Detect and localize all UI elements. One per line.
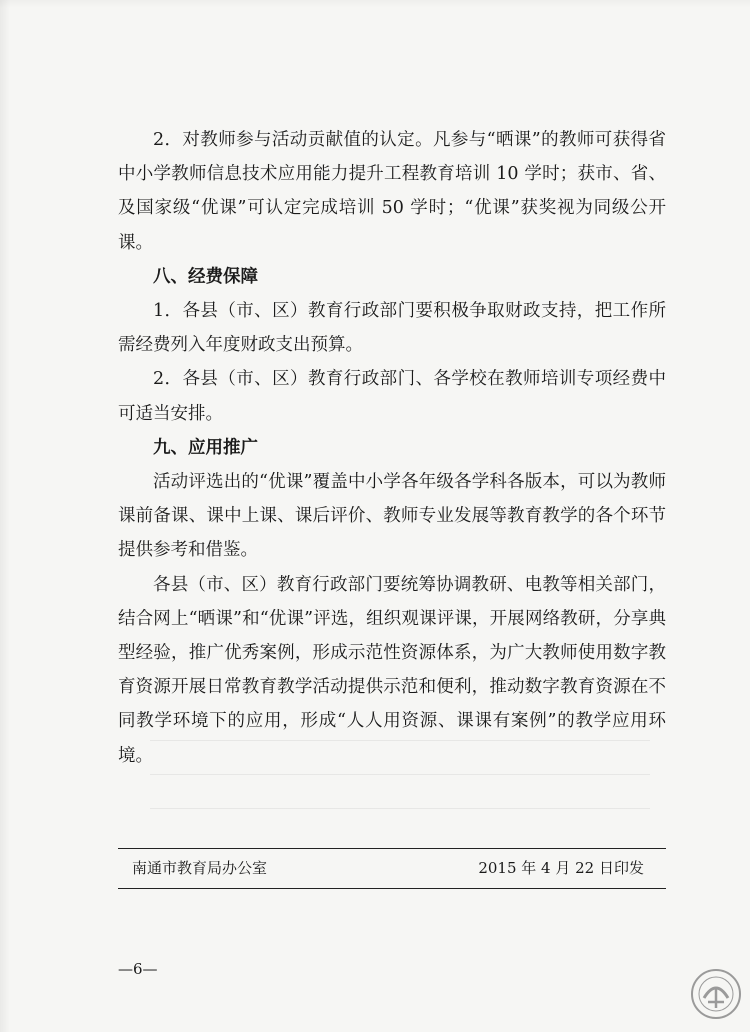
issuing-office: 南通市教育局办公室 (132, 859, 268, 877)
school-seal-icon (690, 968, 742, 1020)
paragraph-application-1: 活动评选出的“优课”覆盖中小学各年级各学科各版本，可以为教师课前备课、课中上课、课后评价、教师专业发展等教育教学的各个环节提供参考和借鉴。 (118, 472, 666, 561)
document-body (118, 123, 666, 773)
paragraph-funding-2: 2．各县（市、区）教育行政部门、各学校在教师培训专项经费中可适当安排。 (118, 369, 666, 424)
paragraph-application-2: 各县（市、区）教育行政部门要统筹协调教研、电教等相关部门，结合网上“晒课”和“优课”评选，组织观课评课，开展网络教研，分享典型经验，推广优秀案例，形成示范性资源体系，为广大教师使用数字教育资源开展日常教育教学活动提供示范和便利，推动数字教育资源在不同教学环境下的应用，形成“人人用资源、课课有案例”的教学应用环境。 (118, 574, 666, 766)
paragraph-credit-recognition: 2．对教师参与活动贡献值的认定。凡参与“晒课”的教师可获得省中小学教师信息技术应用能力提升工程教育培训 10 学时；获市、省、及国家级“优课”可认定完成培训 50 学时；“优课”获奖视为同级公开课。 (118, 130, 666, 253)
footer-bottom-rule (118, 888, 666, 889)
footer-top-rule (118, 848, 666, 849)
heading-funding: 八、经费保障 (153, 266, 258, 287)
paragraph-funding-1: 1．各县（市、区）教育行政部门要积极争取财政支持，把工作所需经费列入年度财政支出预算。 (118, 301, 666, 356)
page-number: —6— (118, 960, 158, 978)
issue-date: 2015 年 4 月 22 日印发 (478, 859, 644, 877)
heading-application: 九、应用推广 (153, 437, 258, 458)
